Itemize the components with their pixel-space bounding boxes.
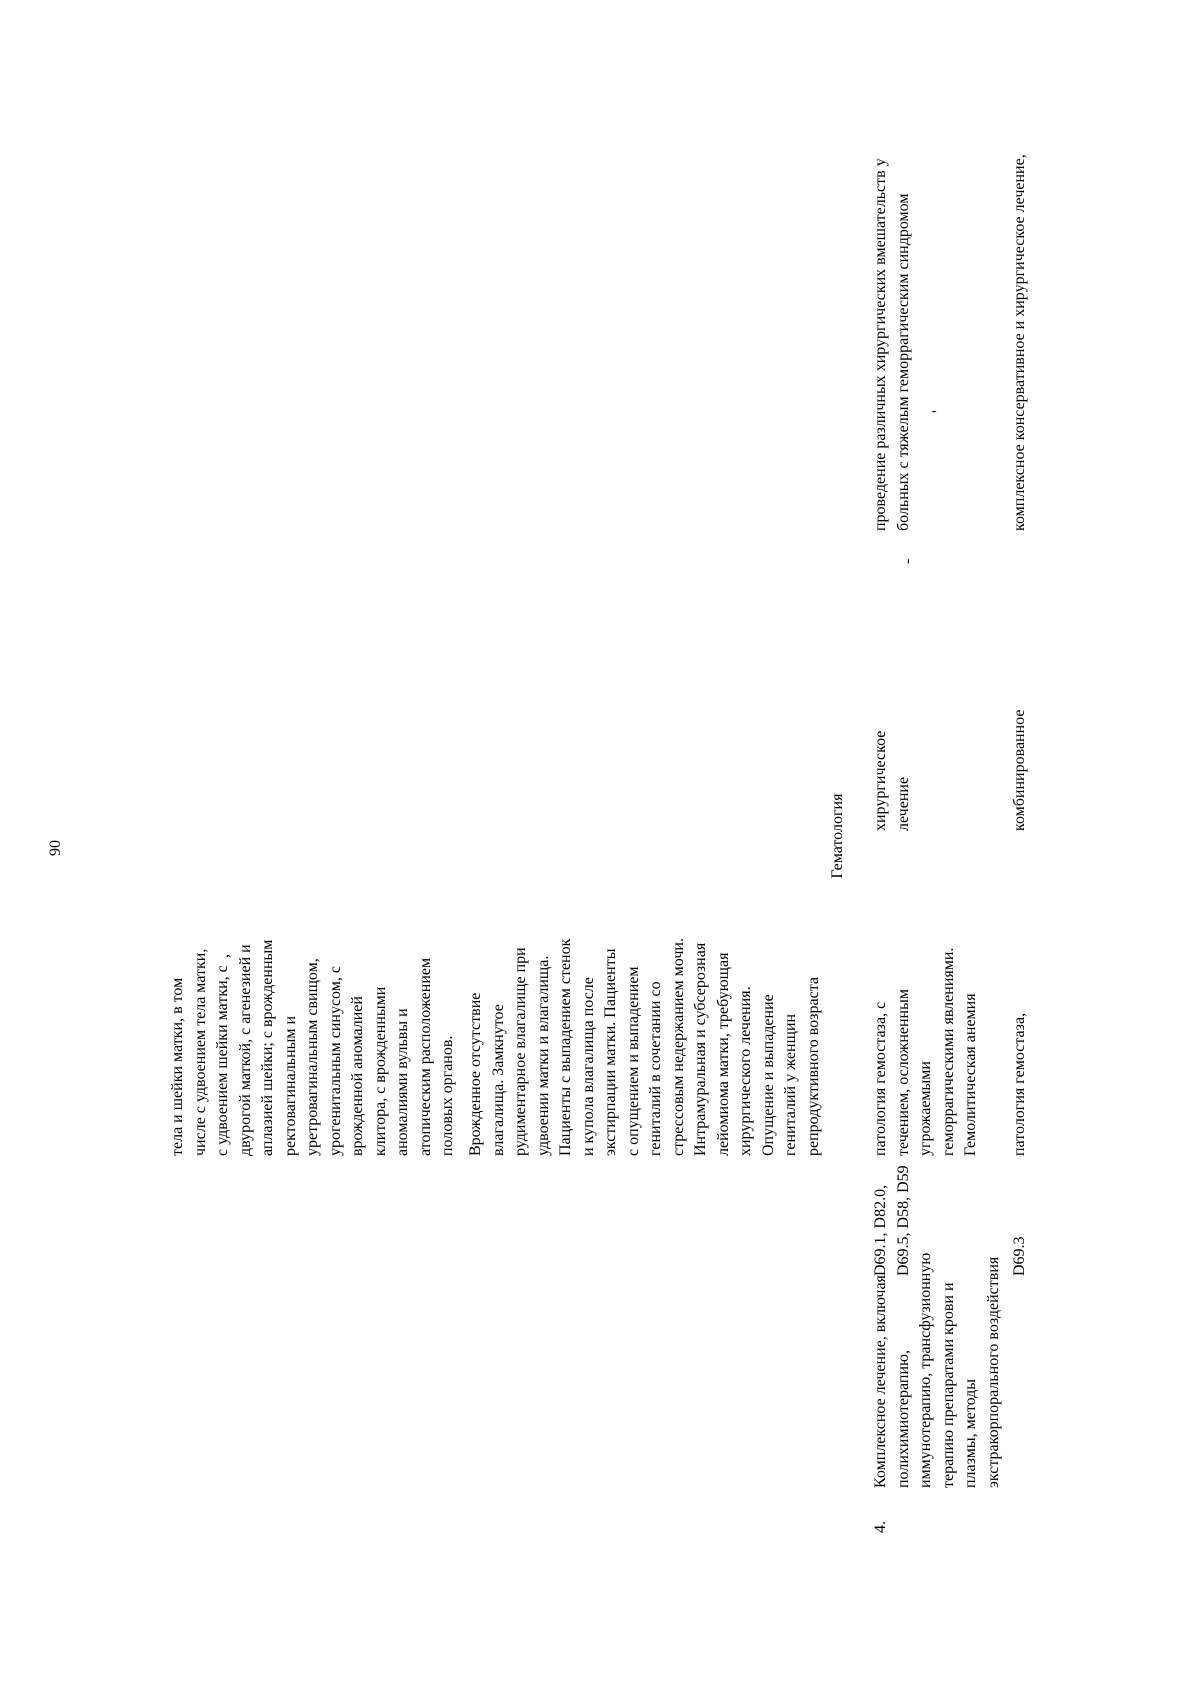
text-line: угрожаемыми <box>917 1061 934 1156</box>
text-line: хирургическое <box>872 730 889 831</box>
text-line: гениталий в сочетании со <box>647 981 664 1156</box>
text-line: урогенитальным синусом, с <box>326 966 344 1156</box>
row-4-treatment-type <box>870 671 915 831</box>
stray-comma: , <box>215 954 232 958</box>
text-line: лейомиома матки, требующая <box>714 952 732 1156</box>
row-5-code: D69.3 <box>1011 1236 1028 1276</box>
text-line: Пациенты с выпадением стенок <box>557 938 574 1156</box>
text-line: Комплексное лечение, включая <box>872 1275 889 1488</box>
text-line: гениталий у женщин <box>782 1013 799 1156</box>
text-line: влагалища. Замкнутое <box>489 1004 507 1156</box>
text-line: геморрагическими явлениями. <box>939 947 957 1156</box>
text-line: экстирпации матки. Пациенты <box>602 948 619 1156</box>
row-5-method: комплексное консервативное и хирургическое лечение, <box>1011 154 1028 531</box>
text-line: проведение различных хирургических вмешательств у <box>872 158 889 531</box>
text-line: лечение <box>894 776 912 831</box>
text-line: плазмы, методы <box>962 1378 979 1488</box>
text-line: с удвоением шейки матки, с <box>214 965 231 1156</box>
text-line: уретровагинальным свищом, <box>304 958 321 1156</box>
text-line: тела и шейки матки, в том <box>169 977 186 1156</box>
text-line: Гемолитическая анемия <box>962 993 979 1156</box>
row-4-codes <box>870 1141 915 1276</box>
upper-block-2 <box>465 786 825 1156</box>
text-line: с опущением и выпадением <box>624 966 642 1156</box>
text-line: репродуктивного возраста <box>804 977 822 1156</box>
text-line: числе с удвоением тела матки, <box>191 948 209 1156</box>
row-4-number: 4. <box>872 1521 889 1533</box>
text-line: Опущение и выпадение <box>759 994 777 1156</box>
text-line: больных с тяжелым геморрагическим синдромом <box>894 193 912 531</box>
text-line: Интрамуральная и субсерозная <box>692 942 709 1156</box>
text-line: и купола влагалища после <box>579 977 597 1156</box>
text-line: течением, осложненным <box>894 989 912 1156</box>
text-line: стрессовым недержанием мочи. <box>669 938 687 1156</box>
text-line: двурогой маткой, с агенезией и <box>236 944 254 1156</box>
text-line: D69.5, D58, D59 <box>894 1165 912 1276</box>
text-line: врожденной аномалией <box>349 996 366 1156</box>
upper-block-1 <box>167 786 460 1156</box>
text-line: ректовагинальным и <box>281 1015 299 1156</box>
text-line: иммунотерапию, трансфузионную <box>917 1252 934 1488</box>
page-number: 90 <box>47 840 64 856</box>
text-line: экстракорпорального воздействия <box>984 1256 1002 1488</box>
text-line: Врожденное отсутствие <box>467 992 484 1156</box>
text-line: патология гемостаза, с <box>872 1001 889 1156</box>
text-line: удвоении матки и влагалища. <box>534 955 552 1156</box>
text-line: хирургического лечения. <box>737 986 754 1156</box>
row-4-diagnosis <box>870 826 983 1156</box>
text-line: D69.1, D82.0, <box>872 1184 889 1276</box>
text-line: аномалиями вульвы и <box>394 1008 411 1156</box>
row-4-method <box>870 11 915 531</box>
section-heading: Гематология <box>829 793 846 879</box>
text-line: атопическим расположением <box>416 957 434 1156</box>
row-5-treatment-type: комбинированное <box>1011 709 1028 831</box>
text-line: полихимиотерапию, <box>894 1350 912 1488</box>
text-line: аплазией шейки; с врожденным <box>259 939 276 1156</box>
stray-mark: ' <box>930 410 947 413</box>
stray-dash: - <box>899 558 916 564</box>
text-line: половых органов. <box>439 1035 456 1156</box>
row-5-diagnosis: патология гемостаза, <box>1011 1012 1028 1156</box>
text-line: клитора, с врожденными <box>371 986 389 1156</box>
text-line: рудиментарное влагалище при <box>512 947 529 1156</box>
text-line: терапию препаратами крови и <box>939 1282 957 1488</box>
